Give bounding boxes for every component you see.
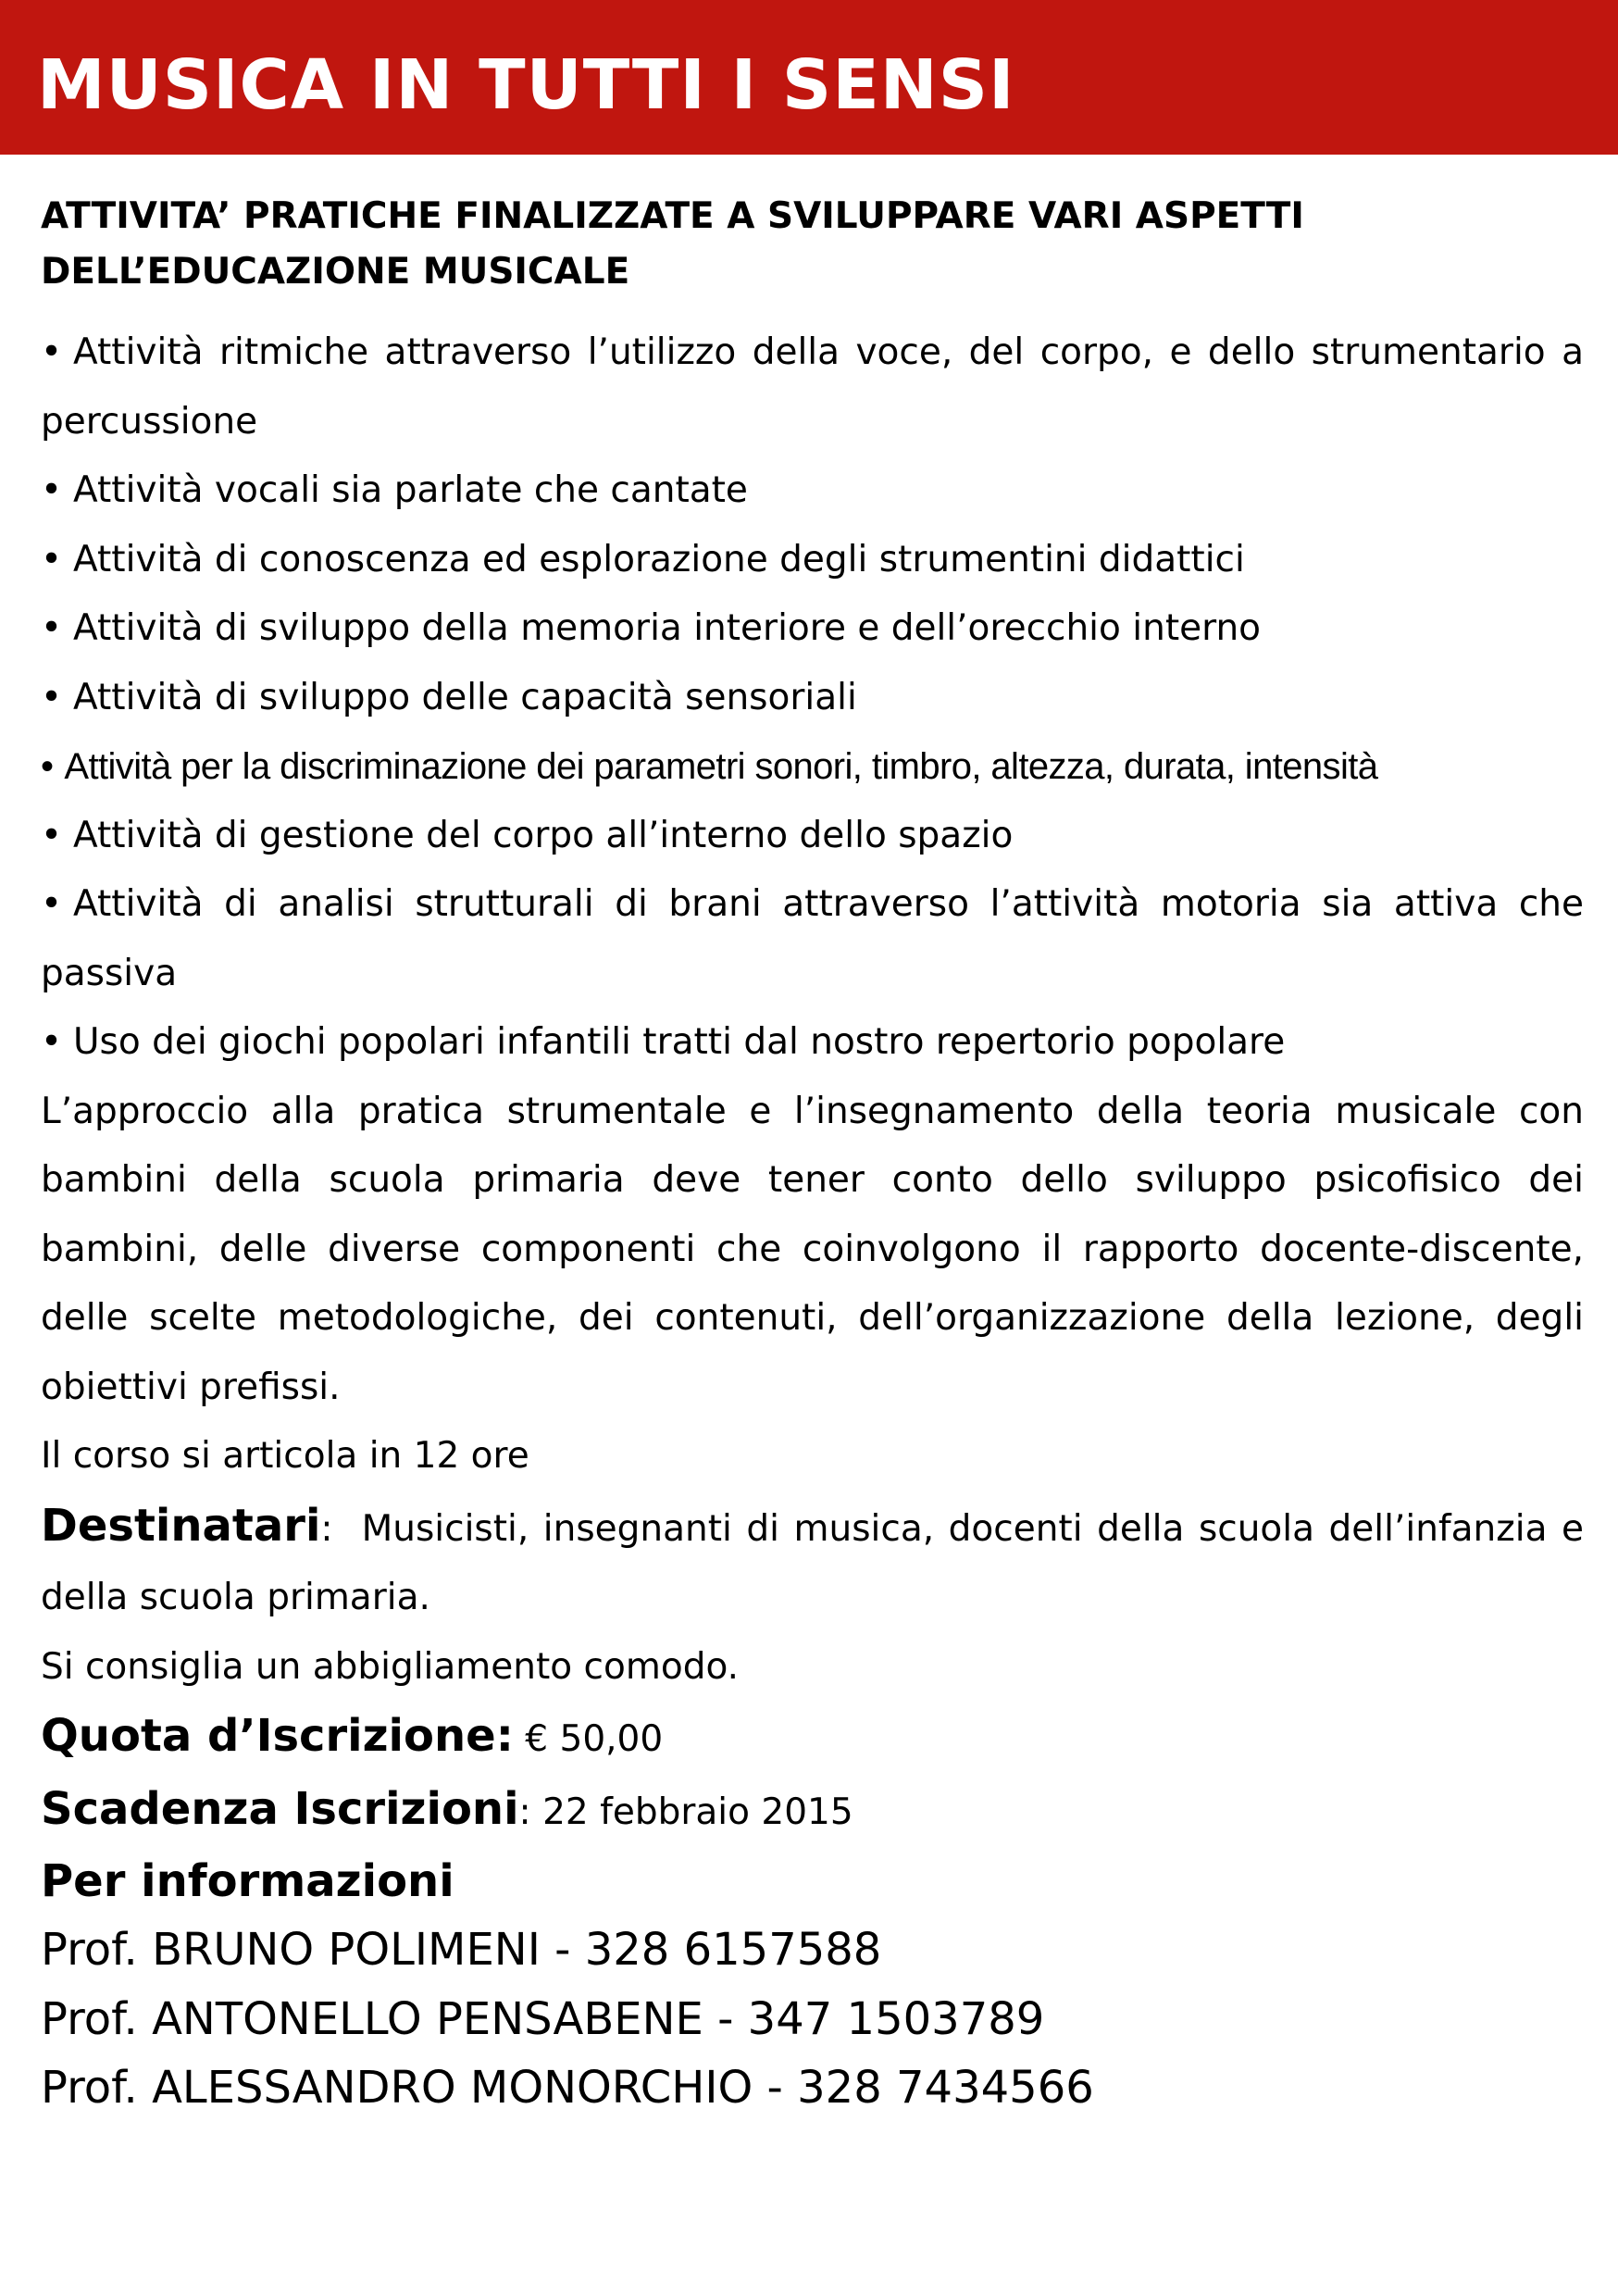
list-item-text: Attività di sviluppo delle capacità sensoriali [73,676,857,718]
clothing-note: Si consiglia un abbigliamento comodo. [41,1645,740,1688]
deadline-value: 22 febbraio 2015 [542,1791,853,1833]
list-item [41,456,1584,526]
fee-value: € 50,00 [525,1718,664,1760]
recipients-paragraph [41,1491,1584,1633]
contact-line: Prof. BRUNO POLIMENI - 328 6157588 [41,1924,882,1976]
info-heading: Per informazioni [41,1855,454,1907]
list-item [41,870,1584,1008]
bullet-icon: • [41,883,63,925]
contact-line: Prof. ANTONELLO PENSABENE - 347 1503789 [41,1992,1045,2045]
bullet-icon: • [41,746,54,787]
page-title: MUSICA IN TUTTI I SENSI [37,45,1015,125]
bullet-icon: • [41,676,63,718]
list-item-text: Attività ritmiche attraverso l’utilizzo della voce, del corpo, e dello strumentario a percussione [41,331,1584,443]
fee-line [41,1702,1584,1775]
bullet-icon: • [41,331,63,373]
course-hours: Il corso si articola in 12 ore [41,1435,529,1477]
contact-line: Prof. ALESSANDRO MONORCHIO - 328 7434566 [41,2062,1094,2114]
list-item [41,526,1584,595]
bullet-icon: • [41,538,63,580]
document-body [41,189,1584,2123]
list-item [41,318,1584,456]
title-banner [0,0,1618,155]
bullet-icon: • [41,469,63,511]
deadline-line [41,1775,1584,1848]
list-item-text: Attività per la discriminazione dei parametri sonori, timbro, altezza, durata, intensità [64,746,1378,787]
recipients-text: Musicisti, insegnanti di musica, docenti della scuola dell’infanzia e della scuola primaria. [41,1507,1584,1618]
list-item-text: Attività vocali sia parlate che cantate [73,469,748,511]
list-item [41,664,1584,733]
list-item [41,802,1584,871]
list-item-text: Attività di sviluppo della memoria interiore e dell’orecchio interno [73,607,1262,649]
section-subtitle: ATTIVITA’ PRATICHE FINALIZZATE A SVILUPPARE VARI ASPETTI DELL’EDUCAZIONE MUSICALE [41,195,1304,293]
list-item [41,1008,1584,1078]
list-item [41,594,1584,664]
approach-paragraph: L’approccio alla pratica strumentale e l’insegnamento della teoria musicale con bambini della scuola primaria deve tener conto dello sviluppo psicofisico dei bambini, delle diverse componenti che coinvolgono il rapporto docente-discente, delle scelte metodologiche, dei contenuti, dell’organizzazione della lezione, degli obiettivi prefissi. [41,1090,1584,1408]
list-item-text: Attività di conoscenza ed esplorazione degli strumentini didattici [73,538,1245,580]
list-item-text: Attività di analisi strutturali di brani attraverso l’attività motoria sia attiva che passiva [41,883,1584,994]
list-item [41,732,1584,802]
bullet-icon: • [41,607,63,649]
recipients-separator: : [320,1507,333,1550]
list-item-text: Uso dei giochi popolari infantili tratti dal nostro repertorio popolare [73,1021,1286,1063]
deadline-separator: : [518,1791,531,1833]
deadline-label: Scadenza Iscrizioni [41,1782,519,1835]
bullet-icon: • [41,814,63,856]
list-item-text: Attività di gestione del corpo all’interno dello spazio [73,814,1014,856]
fee-label: Quota d’Iscrizione: [41,1710,514,1762]
activities-list [41,318,1584,1078]
recipients-label: Destinatari [41,1499,321,1552]
bullet-icon: • [41,1021,63,1063]
